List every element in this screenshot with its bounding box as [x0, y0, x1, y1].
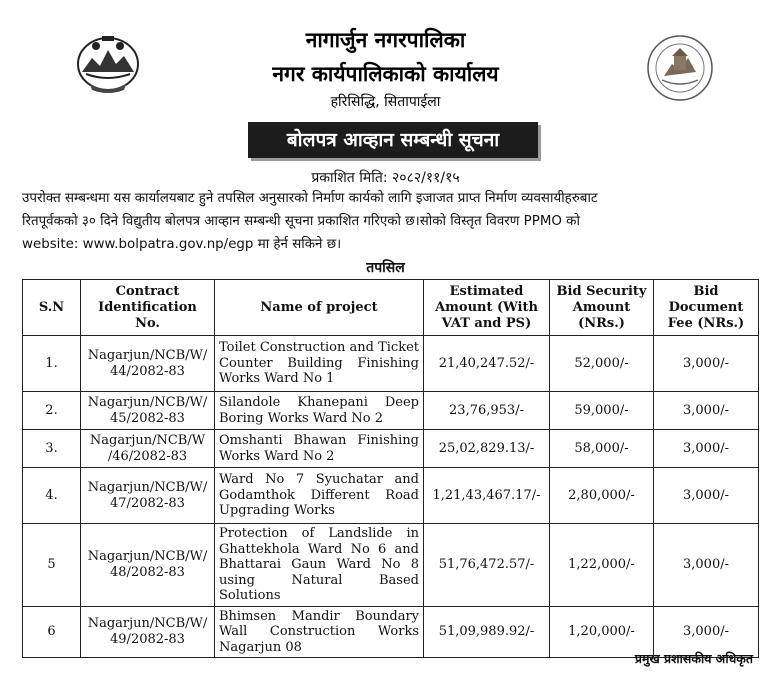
body-line: उपरोक्त सम्बन्धमा यस कार्यालयबाट हुने तपसिल अनुसारको निर्माण कार्यको लागि इजाजत प्राप्त निर्माण व्यवसायीहरुबाट	[22, 191, 598, 206]
office-name: नगर कार्यपालिकाको कार्यालय	[272, 62, 499, 86]
cell-contract-id: Nagarjun/NCB/W/ 48/2082-83	[81, 524, 215, 607]
table-caption: तपसिल	[366, 260, 405, 276]
cell-fee: 3,000/-	[654, 468, 759, 524]
signatory: प्रमुख प्रशासकीय अधिकृत	[634, 651, 753, 666]
cell-sn: 6	[23, 606, 81, 658]
cell-sn: 1.	[23, 336, 81, 392]
cell-amount: 21,40,247.52/-	[424, 336, 550, 392]
cell-fee: 3,000/-	[654, 430, 759, 468]
tender-table	[22, 279, 759, 658]
body-line: website: www.bolpatra.gov.np/egp मा हेर्न सकिने छ।	[22, 237, 342, 252]
cell-sn: 3.	[23, 430, 81, 468]
header-fee: Bid Document Fee (NRs.)	[654, 280, 759, 336]
cell-sn: 2.	[23, 392, 81, 430]
header-project: Name of project	[215, 280, 424, 336]
header-contract-id: Contract Identification No.	[81, 280, 215, 336]
header-sn: S.N	[23, 280, 81, 336]
cell-security: 59,000/-	[550, 392, 654, 430]
cell-security: 1,22,000/-	[550, 524, 654, 607]
header-amount: Estimated Amount (With VAT and PS)	[424, 280, 550, 336]
cell-fee: 3,000/-	[654, 336, 759, 392]
cell-contract-id: Nagarjun/NCB/W/ 47/2082-83	[81, 468, 215, 524]
cell-project: Ward No 7 Syuchatar and Godamthok Different Road Upgrading Works	[215, 468, 424, 524]
cell-sn: 4.	[23, 468, 81, 524]
table-row	[23, 430, 759, 468]
publish-date: प्रकाशित मिति: २०८२/११/१५	[311, 170, 460, 186]
notice-banner: बोलपत्र आव्हान सम्बन्धी सूचना	[248, 122, 538, 158]
body-line: रितपूर्वकको ३० दिने विद्युतीय बोलपत्र आव्हान सम्बन्धी सूचना प्रकाशित गरिएको छ।सोको विस्तृत विवरण PPMO को	[22, 214, 580, 229]
cell-contract-id: Nagarjun/NCB/W/ 49/2082-83	[81, 606, 215, 658]
table-row	[23, 392, 759, 430]
cell-project: Bhimsen Mandir Boundary Wall Construction Works Nagarjun 08	[215, 606, 424, 658]
cell-amount: 51,09,989.92/-	[424, 606, 550, 658]
cell-security: 1,20,000/-	[550, 606, 654, 658]
table-header-row	[23, 280, 759, 336]
cell-contract-id: Nagarjun/NCB/W/ 44/2082-83	[81, 336, 215, 392]
municipality-name: नागार्जुन नगरपालिका	[305, 28, 466, 52]
cell-fee: 3,000/-	[654, 392, 759, 430]
table-row	[23, 336, 759, 392]
cell-project: Omshanti Bhawan Finishing Works Ward No 2	[215, 430, 424, 468]
notice-body	[22, 187, 758, 256]
table-row	[23, 524, 759, 607]
cell-amount: 1,21,43,467.17/-	[424, 468, 550, 524]
office-address: हरिसिद्धि, सितापाईला	[330, 94, 441, 110]
cell-security: 58,000/-	[550, 430, 654, 468]
cell-fee: 3,000/-	[654, 524, 759, 607]
cell-security: 2,80,000/-	[550, 468, 654, 524]
notice-header	[0, 0, 771, 120]
table-row	[23, 468, 759, 524]
cell-project: Toilet Construction and Ticket Counter Building Finishing Works Ward No 1	[215, 336, 424, 392]
cell-project: Silandole Khanepani Deep Boring Works Ward No 2	[215, 392, 424, 430]
header-security: Bid Security Amount (NRs.)	[550, 280, 654, 336]
cell-fee: 3,000/-	[654, 606, 759, 658]
cell-contract-id: Nagarjun/NCB/W /46/2082-83	[81, 430, 215, 468]
municipality-seal-icon	[646, 34, 714, 102]
cell-amount: 51,76,472.57/-	[424, 524, 550, 607]
cell-sn: 5	[23, 524, 81, 607]
cell-project: Protection of Landslide in Ghattekhola Ward No 6 and Bhattarai Gaun Ward No 8 using Natural Based Solutions	[215, 524, 424, 607]
cell-amount: 25,02,829.13/-	[424, 430, 550, 468]
cell-amount: 23,76,953/-	[424, 392, 550, 430]
cell-security: 52,000/-	[550, 336, 654, 392]
cell-contract-id: Nagarjun/NCB/W/ 45/2082-83	[81, 392, 215, 430]
